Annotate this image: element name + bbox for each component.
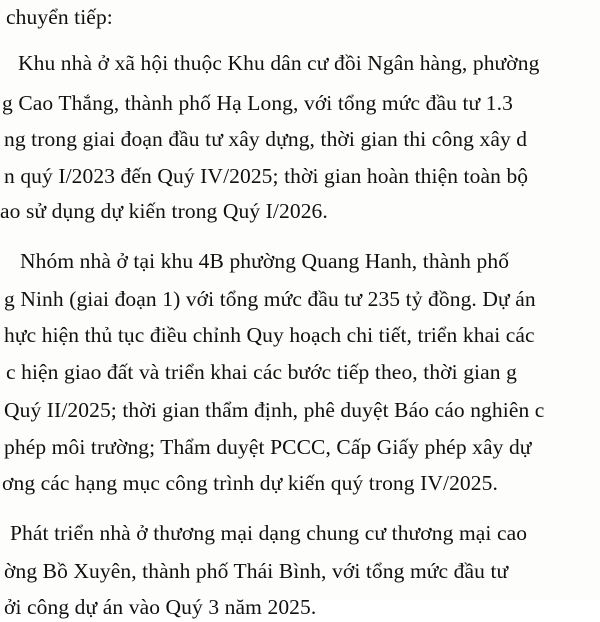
text-line-5: n quý I/2023 đến Quý IV/2025; thời gian hoàn thiện toàn bộ [4,164,529,188]
text-line-11: Quý II/2025; thời gian thẩm định, phê duyệt Báo cáo nghiên c [4,398,545,422]
text-line-13: ơng các hạng mục công trình dự kiến quý trong IV/2025. [2,471,498,495]
text-line-16: ởi công dự án vào Quý 3 năm 2025. [4,595,317,619]
text-line-14: Phát triển nhà ở thương mại dạng chung cư thương mại cao [10,521,528,545]
text-line-15: ờng Bồ Xuyên, thành phố Thái Bình, với tổng mức đầu tư [4,559,509,583]
text-line-3: g Cao Thắng, thành phố Hạ Long, với tổng mức đầu tư 1.3 [2,91,513,115]
text-line-10: c hiện giao đất và triển khai các bước tiếp theo, thời gian g [6,360,517,384]
text-line-12: phép môi trường; Thẩm duyệt PCCC, Cấp Giấy phép xây dự [4,435,532,459]
text-line-7: Nhóm nhà ở tại khu 4B phường Quang Hanh, thành phố [20,249,510,273]
text-line-8: g Ninh (giai đoạn 1) với tổng mức đầu tư 235 tỷ đồng. Dự án [4,287,536,311]
text-line-6: ao sử dụng dự kiến trong Quý I/2026. [0,199,328,223]
text-line-1: chuyển tiếp: [6,5,113,29]
text-line-9: hực hiện thủ tục điều chỉnh Quy hoạch chi tiết, triển khai các [4,323,535,347]
text-line-4: ng trong giai đoạn đầu tư xây dựng, thời gian thi công xây d [4,127,528,151]
text-line-2: Khu nhà ở xã hội thuộc Khu dân cư đồi Ngân hàng, phường [18,51,540,75]
